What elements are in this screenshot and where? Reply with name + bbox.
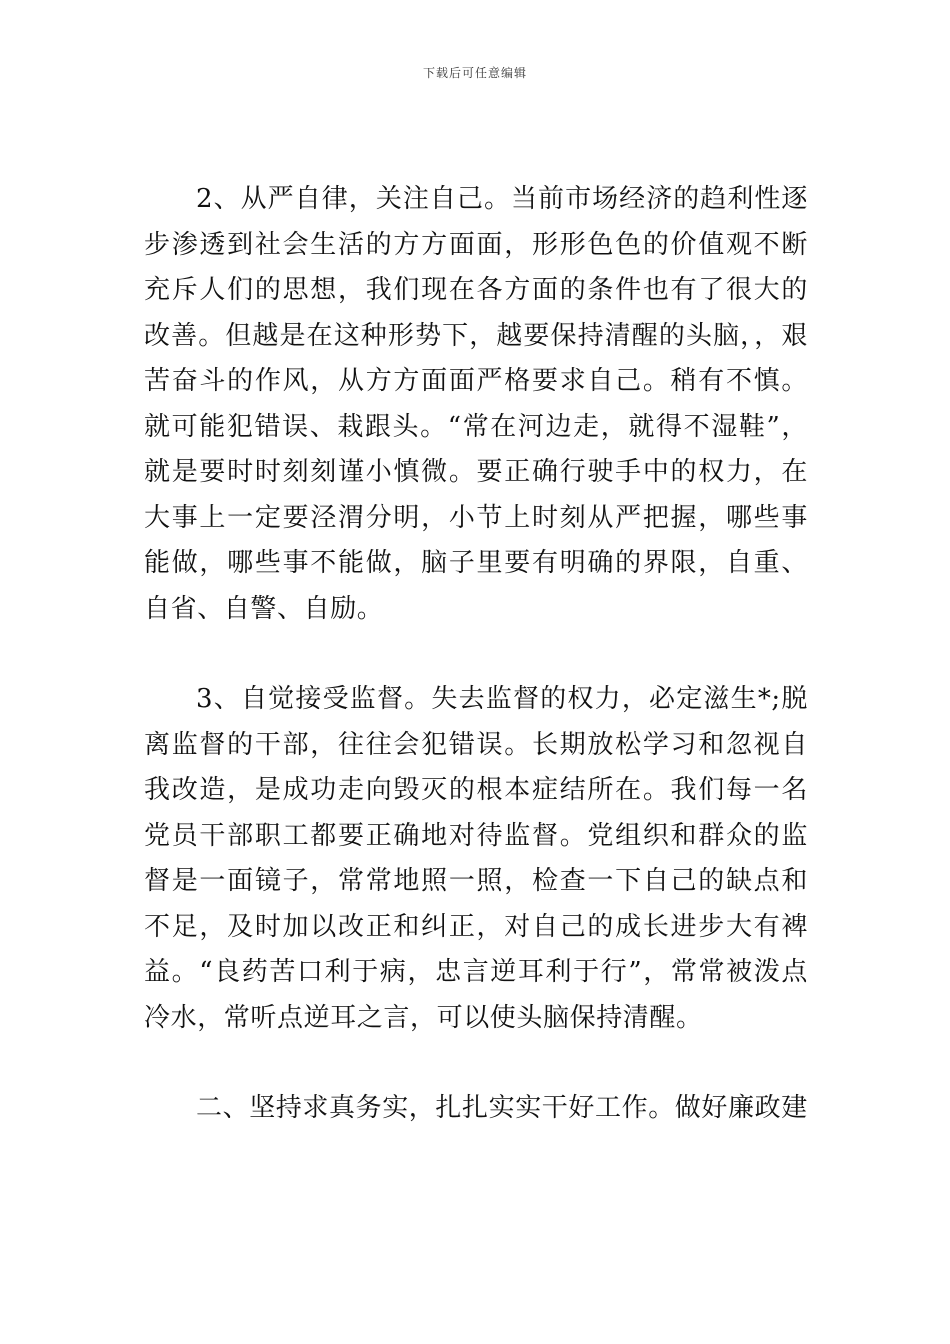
paragraph-self-discipline: 2、从严自律，关注自己。当前市场经济的趋利性逐步渗透到社会生活的方方面面，形形色色的价值观不断充斥人们的思想，我们现在各方面的条件也有了很大的改善。但越是在这种形势下，越要保持清醒的头脑，，艰苦奋斗的作风，从方方面面严格要求自己。稍有不慎。就可能犯错误、栽跟头。“常在河边走，就得不湿鞋”，就是要时时刻刻谨小慎微。要正确行驶手中的权力，在大事上一定要泾渭分明，小节上时刻从严把握，哪些事能做，哪些事不能做，脑子里要有明确的界限，自重、自省、自警、自励。 xyxy=(144,184,808,624)
paragraph-accept-supervision: 3、自觉接受监督。失去监督的权力，必定滋生*;脱离监督的干部，往往会犯错误。长期放松学习和忽视自我改造，是成功走向毁灭的根本症结所在。我们每一名党员干部职工都要正确地对待监督。党组织和群众的监督是一面镜子，常常地照一照，检查一下自己的缺点和不足，及时加以改正和纠正，对自己的成长进步大有裨益。“良药苦口利于病，忠言逆耳利于行”，常常被泼点冷水，常听点逆耳之言，可以使头脑保持清醒。 xyxy=(144,684,808,1033)
document-body xyxy=(144,177,808,1132)
paragraph-seek-truth: 二、坚持求真务实，扎扎实实干好工作。做好廉政建 xyxy=(196,1093,808,1123)
download-note: 下载后可任意编辑 xyxy=(422,66,527,80)
